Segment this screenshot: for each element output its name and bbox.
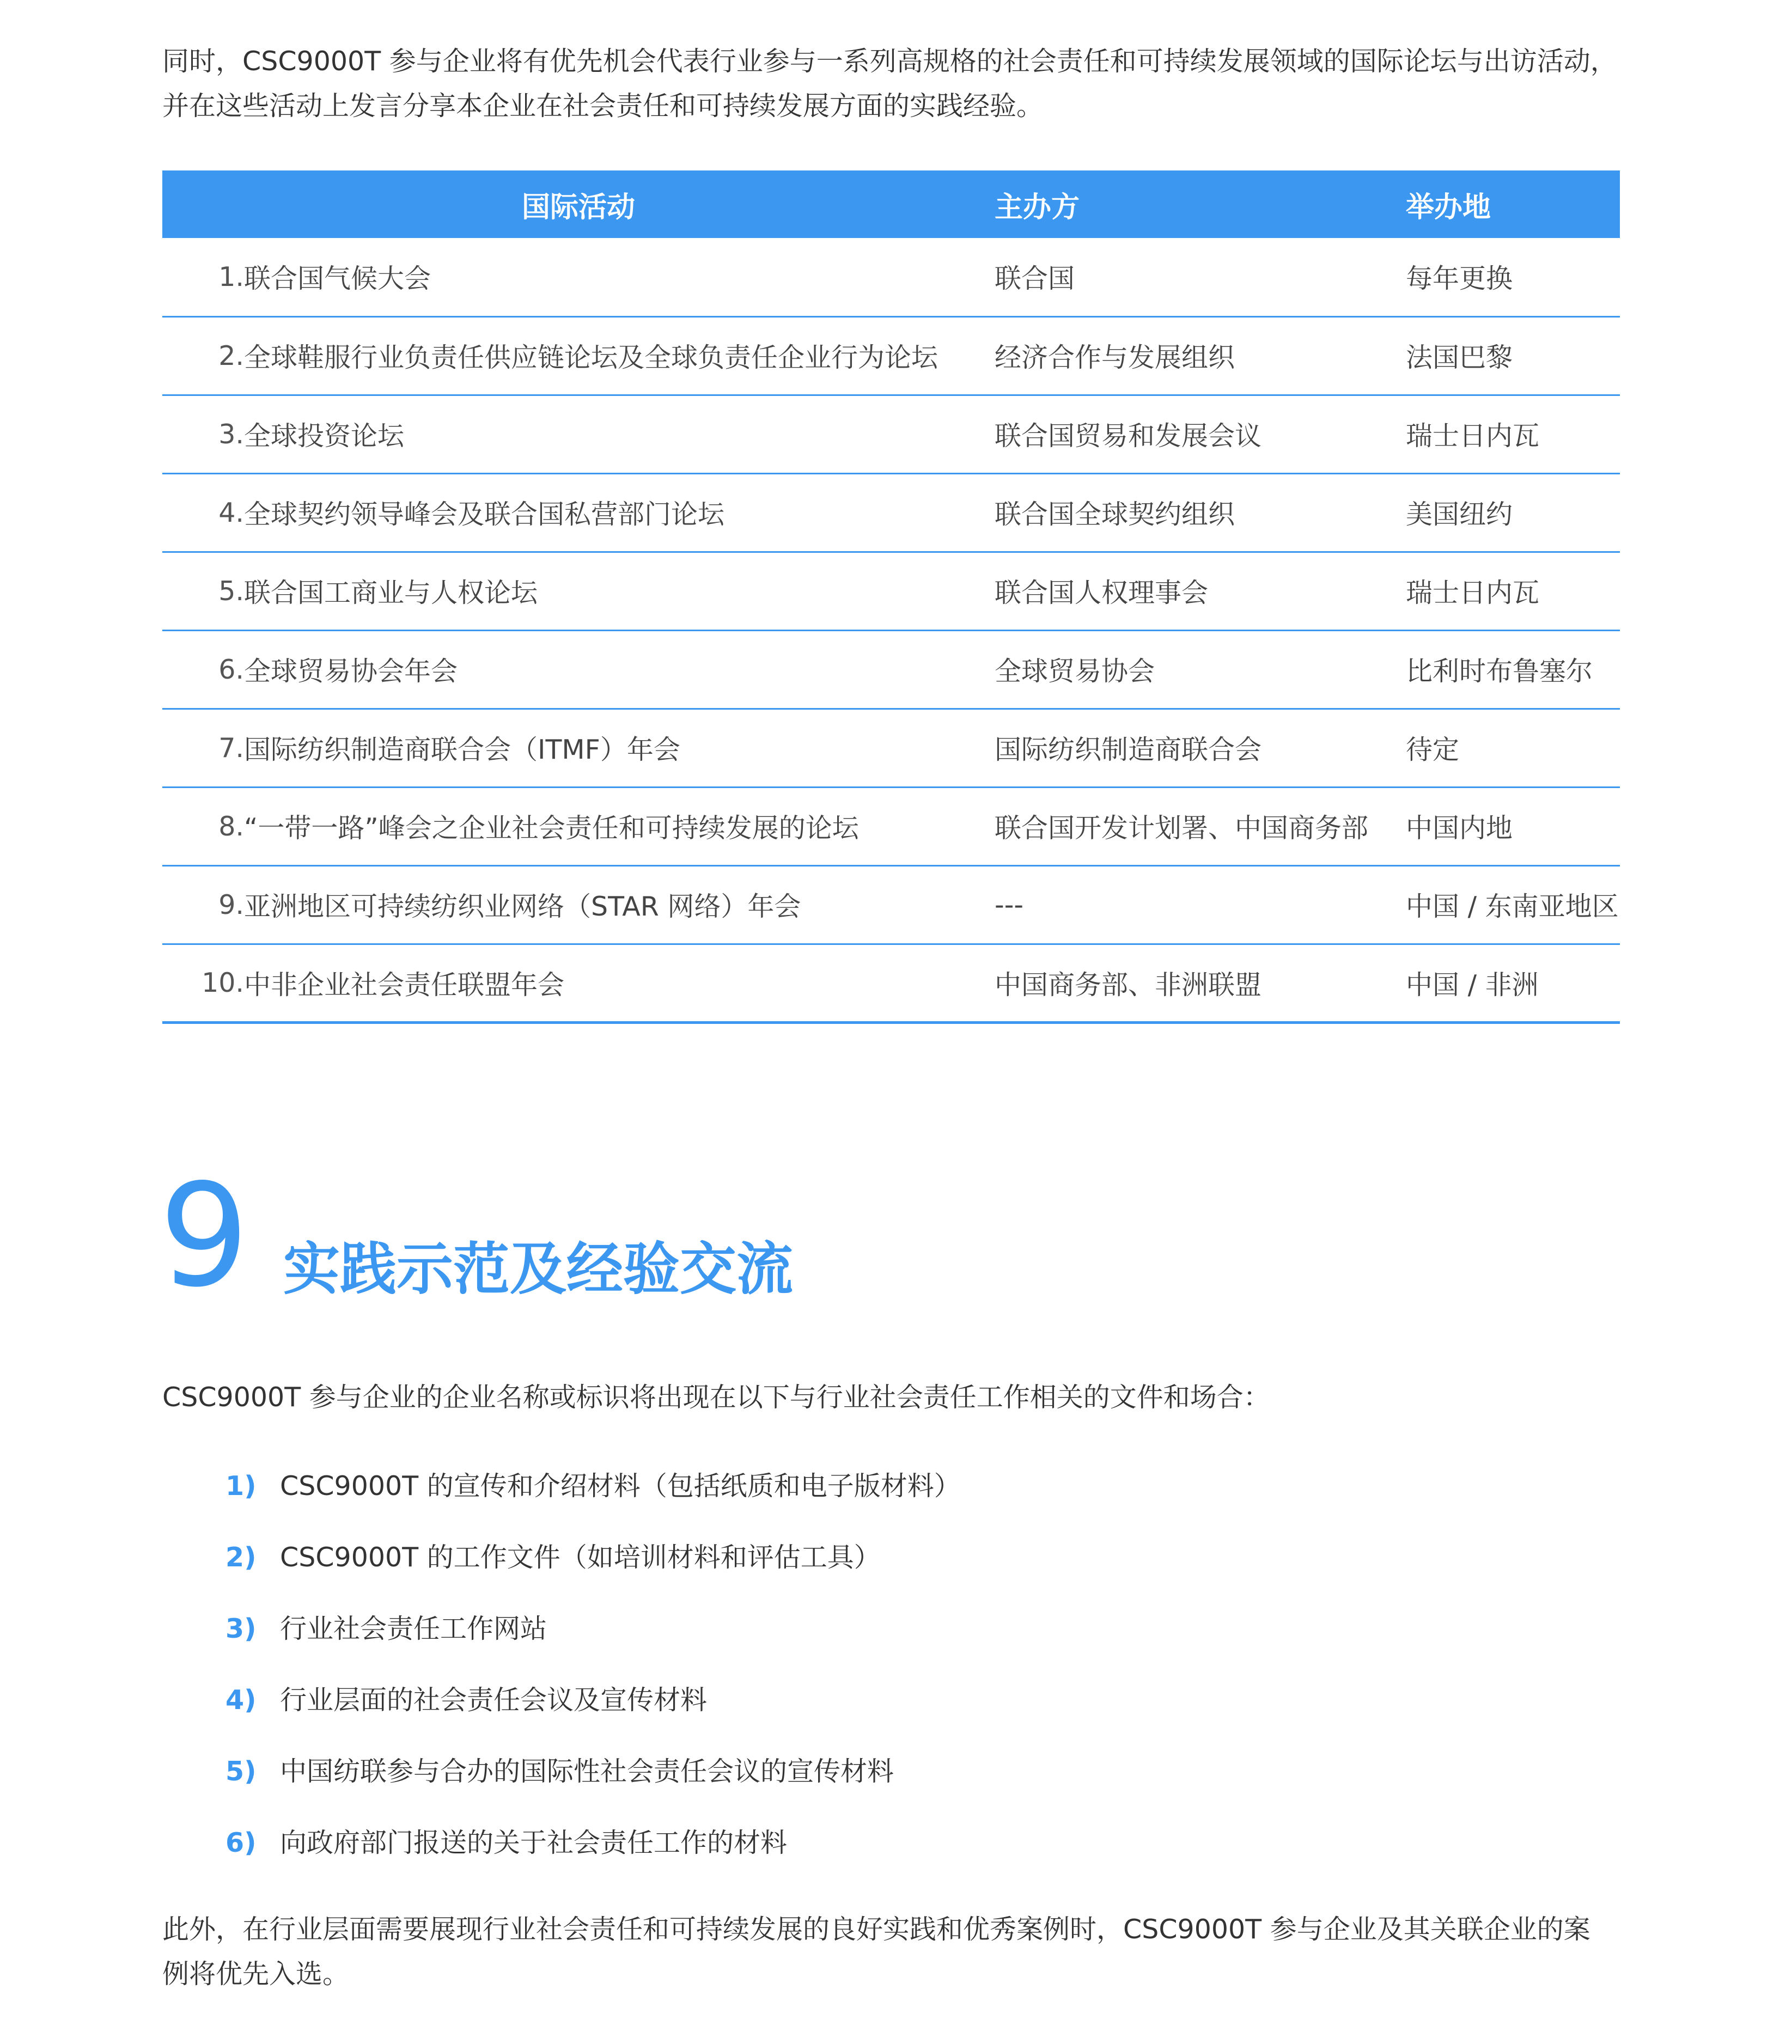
row-organizer: 联合国开发计划署、中国商务部 [995, 813, 1369, 844]
row-activity: 亚洲地区可持续纺织业网络（STAR 网络）年会 [244, 891, 801, 922]
table-row [162, 552, 1620, 630]
list-item [225, 1538, 961, 1609]
list-item-text: CSC9000T 的宣传和介绍材料（包括纸质和电子版材料） [280, 1471, 961, 1502]
list-item [225, 1609, 961, 1681]
row-activity: “一带一路”峰会之企业社会责任和可持续发展的论坛 [244, 813, 859, 844]
row-location: 中国内地 [1406, 813, 1513, 844]
list-marker: 3) [225, 1613, 257, 1644]
section-number: 9 [159, 1154, 249, 1319]
row-organizer: 联合国 [995, 263, 1075, 295]
row-number: 5. [218, 575, 244, 607]
header-organizer: 主办方 [995, 191, 1080, 224]
list-item [225, 1467, 961, 1538]
list-marker: 5) [225, 1756, 257, 1787]
row-organizer: 联合国贸易和发展会议 [995, 420, 1262, 451]
row-number: 10. [202, 967, 244, 998]
list-marker: 4) [225, 1685, 257, 1716]
row-number: 2. [218, 340, 244, 371]
row-activity: 全球契约领导峰会及联合国私营部门论坛 [244, 499, 725, 530]
row-number: 3. [218, 418, 244, 450]
list-item-text: 行业层面的社会责任会议及宣传材料 [280, 1685, 708, 1716]
row-organizer: 经济合作与发展组织 [995, 342, 1235, 373]
table-row [162, 944, 1620, 1022]
row-organizer: 中国商务部、非洲联盟 [995, 969, 1262, 1000]
table-row [162, 630, 1620, 709]
row-location: 瑞士日内瓦 [1406, 420, 1540, 451]
list-item-text: 中国纺联参与合办的国际性社会责任会议的宣传材料 [280, 1756, 894, 1787]
list-item-text: 行业社会责任工作网站 [280, 1613, 547, 1644]
header-location: 举办地 [1406, 191, 1491, 224]
list-item [225, 1681, 961, 1752]
row-location: 中国 / 东南亚地区 [1406, 891, 1619, 922]
section-intro-paragraph: CSC9000T 参与企业的企业名称或标识将出现在以下与行业社会责任工作相关的文件和场合： [162, 1382, 1270, 1413]
row-number: 1. [218, 261, 244, 292]
row-location: 法国巴黎 [1406, 342, 1513, 373]
list-item [225, 1823, 961, 1895]
closing-line-1: 此外，在行业层面需要展现行业社会责任和可持续发展的良好实践和优秀案例时，CSC9000T 参与企业及其关联企业的案 [162, 1914, 1590, 1945]
international-events-table [162, 170, 1620, 1024]
row-location: 待定 [1406, 734, 1460, 765]
row-activity: 国际纺织制造商联合会（ITMF）年会 [244, 734, 680, 765]
row-number: 6. [218, 654, 244, 685]
row-number: 4. [218, 497, 244, 528]
table-row [162, 238, 1620, 316]
row-organizer: 全球贸易协会 [995, 656, 1155, 687]
row-activity: 联合国气候大会 [244, 263, 431, 295]
intro-line-1: 同时，CSC9000T 参与企业将有优先机会代表行业参与一系列高规格的社会责任和可持续发展领域的国际论坛与出访活动， [162, 46, 1617, 77]
list-marker: 2) [225, 1542, 257, 1573]
closing-paragraph [162, 1907, 1633, 1997]
usage-list [225, 1467, 961, 1895]
row-number: 9. [218, 889, 244, 920]
table-header-row [162, 170, 1620, 238]
intro-paragraph [162, 39, 1633, 129]
list-marker: 1) [225, 1471, 257, 1502]
row-organizer: 联合国人权理事会 [995, 577, 1209, 608]
list-item-text: 向政府部门报送的关于社会责任工作的材料 [280, 1827, 788, 1858]
row-location: 比利时布鲁塞尔 [1406, 656, 1593, 687]
row-number: 7. [218, 732, 244, 764]
row-location: 中国 / 非洲 [1406, 969, 1539, 1000]
list-marker: 6) [225, 1827, 257, 1858]
table-row [162, 316, 1620, 395]
closing-line-2: 例将优先入选。 [162, 1958, 350, 1990]
row-number: 8. [218, 810, 244, 842]
table-row [162, 473, 1620, 552]
table-row [162, 709, 1620, 787]
row-activity: 中非企业社会责任联盟年会 [244, 969, 565, 1000]
list-item [225, 1752, 961, 1823]
row-activity: 全球投资论坛 [244, 420, 405, 451]
row-organizer: 联合国全球契约组织 [995, 499, 1235, 530]
row-location: 美国纽约 [1406, 499, 1513, 530]
row-activity: 全球贸易协会年会 [244, 656, 458, 687]
row-location: 瑞士日内瓦 [1406, 577, 1540, 608]
row-organizer: 国际纺织制造商联合会 [995, 734, 1262, 765]
table-row [162, 787, 1620, 865]
intro-line-2: 并在这些活动上发言分享本企业在社会责任和可持续发展方面的实践经验。 [162, 90, 1044, 121]
row-organizer: --- [995, 889, 1024, 920]
section-title: 实践示范及经验交流 [283, 1236, 794, 1302]
table-row [162, 865, 1620, 944]
list-item-text: CSC9000T 的工作文件（如培训材料和评估工具） [280, 1542, 881, 1573]
row-activity: 全球鞋服行业负责任供应链论坛及全球负责任企业行为论坛 [244, 342, 938, 373]
header-activity: 国际活动 [522, 191, 636, 224]
row-location: 每年更换 [1406, 263, 1513, 295]
row-activity: 联合国工商业与人权论坛 [244, 577, 538, 608]
table-row [162, 395, 1620, 473]
